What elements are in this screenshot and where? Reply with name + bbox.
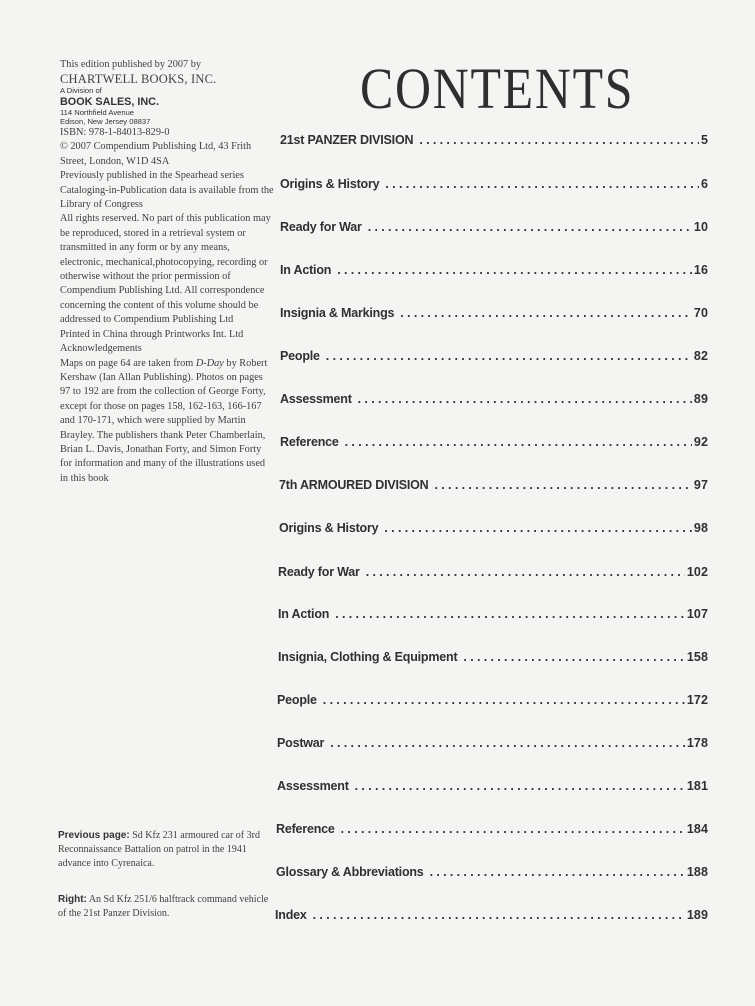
toc-leader-dots: [400, 306, 692, 320]
rights-notice: All rights reserved. No part of this publication may be reproduced, stored in a retrieval system or transmitted in any form or by any means, electronic, mechanical,photocopying, recording or otherwise without the prior permission of Compendium Publishing Ltd. All correspondence concerning the content of this volume should be addressed to Compendium Publishing Ltd: [60, 213, 271, 326]
toc-leader-dots: [463, 650, 684, 664]
toc-entry-page: 82: [693, 349, 708, 363]
toc-entry-page: 92: [693, 435, 708, 449]
toc-entry-label: Postwar: [277, 736, 325, 750]
toc-entry-page: 10: [693, 220, 708, 234]
printed-notice: Printed in China through Printworks Int. Ltd: [60, 328, 244, 340]
maps-book-title: D-Day: [195, 357, 224, 369]
division-of: A Division of: [60, 86, 102, 96]
toc-entry-page: 172: [686, 693, 708, 707]
toc-entry-index[interactable]: [275, 908, 708, 922]
toc-entry-ready-for-war-2[interactable]: [278, 565, 708, 579]
toc-entry-page: 98: [693, 521, 708, 535]
toc-leader-dots: [341, 822, 685, 836]
isbn: ISBN: 978-1-84013-829-0: [60, 127, 170, 139]
toc-entry-origins-history-2[interactable]: [279, 521, 708, 535]
series-note: Previously published in the Spearhead series: [60, 170, 244, 182]
toc-entry-page: 6: [700, 177, 708, 191]
toc-leader-dots: [335, 607, 685, 621]
toc-entry-in-action[interactable]: [280, 263, 708, 277]
toc-entry-glossary-abbreviations[interactable]: [276, 865, 708, 879]
toc-leader-dots: [358, 392, 692, 406]
toc-entry-page: 107: [686, 607, 708, 621]
toc-leader-dots: [355, 779, 685, 793]
toc-leader-dots: [345, 435, 692, 449]
photo-credits: Photos on pages 97 to 192 are from the collection of George Forty, except for those on pages 158, 162-163, 166-167 and 170-171, which were supplied by Martin Brayley. The publishers thank Peter Chamberlain, Brian L. Davis, Jonathan Forty, and Simon Forty for information and many of the illustrations used in this book: [60, 371, 266, 484]
toc-entry-page: 16: [693, 263, 708, 277]
maps-credit-suffix: by Robert Kershaw (Ian Allan Publishing).: [60, 357, 268, 383]
toc-leader-dots: [313, 908, 685, 922]
toc-entry-label: Reference: [280, 435, 339, 449]
right-caption-body: An Sd Kfz 251/6 halftrack command vehicle of the 21st Panzer Division.: [58, 894, 269, 919]
acknowledgements-heading: Acknowledgements: [60, 343, 142, 355]
toc-entry-assessment[interactable]: [280, 392, 708, 406]
toc-entry-page: 102: [686, 565, 708, 579]
previous-caption-body: Sd Kfz 231 armoured car of 3rd Reconnaissance Battalion on patrol in the 1941 advance into Cyrenaica.: [58, 830, 260, 869]
toc-entry-page: 181: [686, 779, 708, 793]
parent-publisher: BOOK SALES, INC.: [60, 95, 159, 108]
toc-entry-label: 21st PANZER DIVISION: [280, 133, 414, 147]
toc-entry-reference-2[interactable]: [276, 822, 708, 836]
toc-entry-page: 158: [686, 650, 708, 664]
toc-entry-label: Origins & History: [279, 521, 379, 535]
toc-leader-dots: [366, 565, 685, 579]
previous-caption-label: Previous page:: [58, 830, 130, 841]
toc-entry-label: Insignia, Clothing & Equipment: [278, 650, 458, 664]
toc-entry-label: Origins & History: [280, 177, 380, 191]
toc-leader-dots: [326, 349, 692, 363]
toc-entry-ready-for-war[interactable]: [280, 220, 708, 234]
toc-leader-dots: [430, 865, 685, 879]
toc-entry-label: Reference: [276, 822, 335, 836]
publisher-street: 114 Northfield Avenue: [60, 107, 135, 117]
toc-entry-origins-history[interactable]: [280, 177, 708, 191]
edition-line: This edition published by 2007 by: [60, 59, 202, 70]
contents-title: CONTENTS: [360, 56, 635, 121]
toc-entry-page: 184: [686, 822, 708, 836]
toc-entry-7th-armoured-division[interactable]: [279, 478, 708, 492]
toc-leader-dots: [323, 693, 685, 707]
toc-entry-in-action-2[interactable]: [278, 607, 708, 621]
publisher-name: CHARTWELL BOOKS, INC.: [60, 72, 217, 87]
toc-entry-people[interactable]: [280, 349, 708, 363]
toc-entry-page: 189: [686, 908, 708, 922]
toc-entry-label: People: [280, 349, 320, 363]
toc-entry-label: 7th ARMOURED DIVISION: [279, 478, 429, 492]
toc-leader-dots: [435, 478, 692, 492]
toc-entry-label: Glossary & Abbreviations: [276, 865, 424, 879]
toc-leader-dots: [368, 220, 692, 234]
toc-entry-insignia-clothing-equipment[interactable]: [278, 650, 708, 664]
right-caption-label: Right:: [58, 894, 87, 905]
publisher-city: Edison, New Jersey 08837: [60, 116, 151, 126]
toc-entry-page: 89: [693, 392, 708, 406]
toc-entry-21st-panzer-division[interactable]: [280, 133, 708, 147]
toc-leader-dots: [337, 263, 692, 277]
toc-entry-postwar[interactable]: [277, 736, 708, 750]
toc-entry-assessment-2[interactable]: [277, 779, 708, 793]
toc-entry-label: People: [277, 693, 317, 707]
toc-leader-dots: [419, 133, 699, 147]
toc-entry-page: 70: [693, 306, 708, 320]
toc-entry-people-2[interactable]: [277, 693, 708, 707]
toc-entry-insignia-markings[interactable]: [280, 306, 708, 320]
toc-entry-label: In Action: [280, 263, 332, 277]
toc-entry-reference[interactable]: [280, 435, 708, 449]
toc-entry-label: Ready for War: [278, 565, 360, 579]
toc-entry-page: 97: [693, 478, 708, 492]
toc-entry-label: Index: [275, 908, 307, 922]
toc-entry-page: 5: [700, 133, 708, 147]
toc-entry-label: In Action: [278, 607, 330, 621]
toc-entry-label: Assessment: [280, 392, 352, 406]
toc-entry-page: 178: [686, 736, 708, 750]
toc-entry-label: Ready for War: [280, 220, 362, 234]
maps-credit-prefix: Maps on page 64 are taken from: [60, 357, 196, 369]
toc-leader-dots: [384, 521, 691, 535]
toc-leader-dots: [385, 177, 699, 191]
toc-entry-label: Assessment: [277, 779, 349, 793]
toc-leader-dots: [330, 736, 685, 750]
toc-entry-label: Insignia & Markings: [280, 306, 395, 320]
toc-entry-page: 188: [686, 865, 708, 879]
copyright-notice: © 2007 Compendium Publishing Ltd, 43 Frith Street, London, W1D 4SA: [60, 141, 252, 167]
cip-notice: Cataloging-in-Publication data is available from the Library of Congress: [60, 184, 274, 211]
